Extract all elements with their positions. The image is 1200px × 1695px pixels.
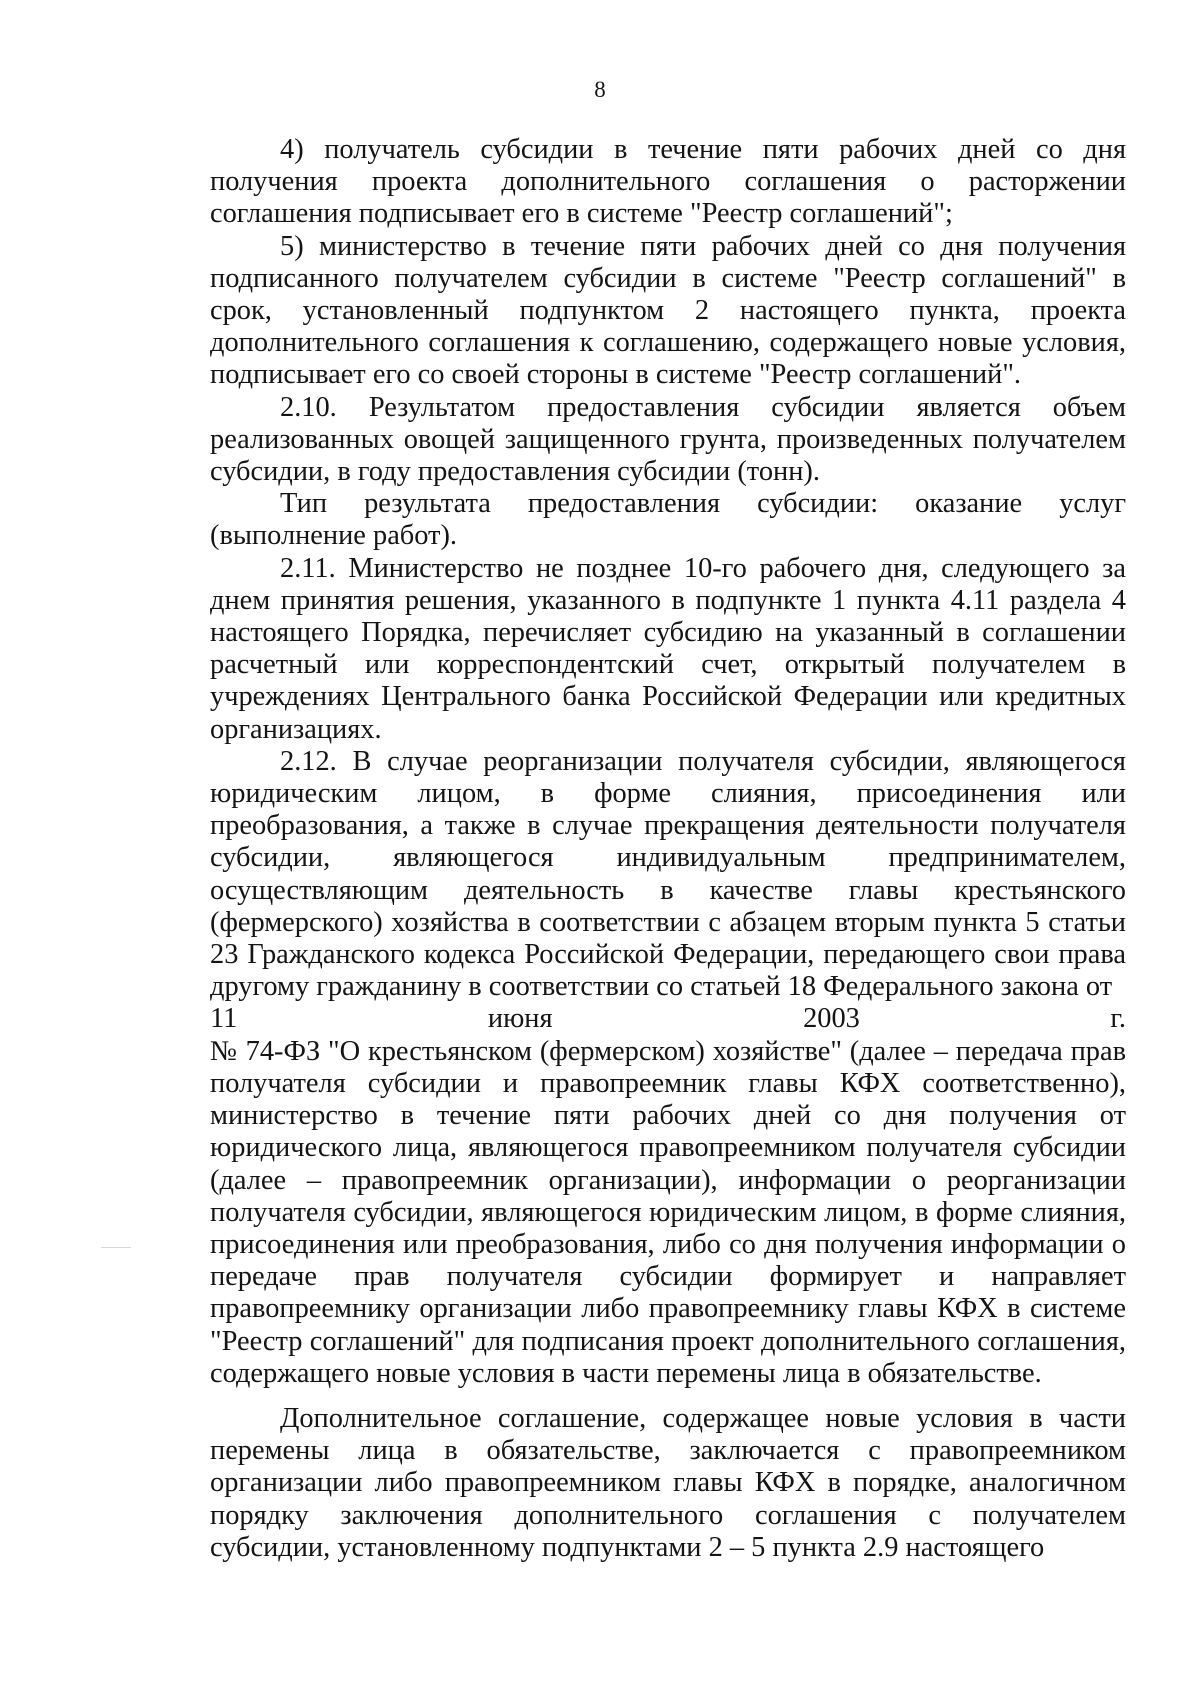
law-date-line (210, 1003, 1126, 1035)
paragraph-subitem-4: 4) получатель субсидии в течение пяти рабочих дней со дня получения проекта дополнительного соглашения о расторжении соглашения подписывает его в системе "Реестр соглашений"; (210, 134, 1126, 230)
paragraph-2-10: 2.10. Результатом предоставления субсидии является объем реализованных овощей защищенного грунта, произведенных получателем субсидии, в году предоставления субсидии (тонн). (210, 391, 1126, 488)
law-date-month: июня (487, 1003, 553, 1035)
paragraph-2-12-continuation: № 74-ФЗ "О крестьянском (фермерском) хозяйстве" (далее – передача прав получателя субсидии и правопреемник главы КФХ соответственно), министерство в течение пяти рабочих дней со дня получения от юридического лица, являющегося правопреемником получателя субсидии (далее – правопреемник организации), информации о реорганизации получателя субсидии, являющегося юридическим лицом, в форме слияния, присоединения или преобразования, либо со дня получения информации о передаче прав получателя субсидии формирует и направляет правопреемнику организации либо правопреемнику главы КФХ в системе "Реестр соглашений" для подписания проект дополнительного соглашения, содержащего новые условия в части перемены лица в обязательстве. (210, 1035, 1126, 1389)
paragraph-2-11: 2.11. Министерство не позднее 10-го рабочего дня, следующего за днем принятия решения, указанного в подпункте 1 пункта 4.11 раздела 4 настоящего Порядка, перечисляет субсидию на указанный в соглашении расчетный или корреспондентский счет, открытый получателем в учреждениях Центрального банка Российской Федерации или кредитных организациях. (210, 552, 1126, 745)
paragraph-subitem-5: 5) министерство в течение пяти рабочих дней со дня получения подписанного получателем субсидии в системе "Реестр соглашений" в срок, установленный подпунктом 2 настоящего пункта, проекта дополнительного соглашения к соглашению, содержащего новые условия, подписывает его со своей стороны в системе "Реестр соглашений". (210, 230, 1126, 391)
paragraph-2-12-opening: 2.12. В случае реорганизации получателя субсидии, являющегося юридическим лицом, в форме слияния, присоединения или преобразования, а также в случае прекращения деятельности получателя субсидии, являющегося индивидуальным предпринимателем, осуществляющим деятельность в качестве главы крестьянского (фермерского) хозяйства в соответствии с абзацем вторым пункта 5 статьи 23 Гражданского кодекса Российской Федерации, передающего свои права другому гражданину в соответствии со статьей 18 Федерального закона от (210, 745, 1126, 1003)
paragraph-2-12 (210, 746, 1126, 1390)
paragraph-result-type: Тип результата предоставления субсидии: оказание услуг (выполнение работ). (210, 488, 1126, 552)
scan-artifact-line (101, 1247, 131, 1248)
law-date-day: 11 (210, 1003, 238, 1035)
law-date-year-abbr: г. (1110, 1003, 1126, 1035)
page-number: 8 (594, 77, 606, 102)
law-date-year: 2003 (803, 1003, 860, 1035)
paragraph-additional-agreement: Дополнительное соглашение, содержащее новые условия в части перемены лица в обязательстве, заключается с правопреемником организации либо правопреемником главы КФХ в порядке, аналогичном порядку заключения дополнительного соглашения с получателем субсидии, установленному подпунктами 2 – 5 пункта 2.9 настоящего (210, 1402, 1126, 1563)
document-body (210, 134, 1126, 1564)
